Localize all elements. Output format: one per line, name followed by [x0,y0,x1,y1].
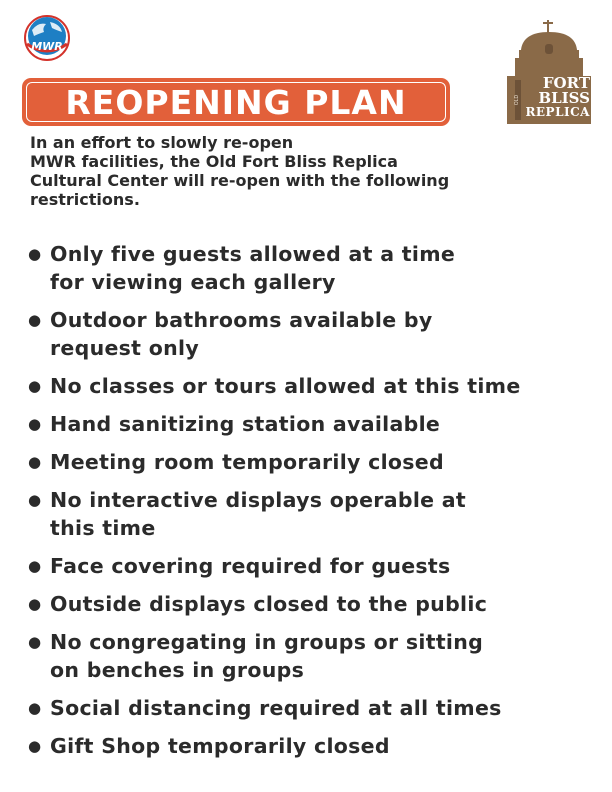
page-title: REOPENING PLAN [65,82,407,122]
list-item [26,372,586,400]
list-item [26,486,586,542]
bullet-icon: ● [28,557,42,575]
rule-line-1: Face covering required for guests [50,554,451,578]
bullet-icon: ● [28,737,42,755]
intro-paragraph [30,133,570,209]
rule-line-1: No interactive displays operable at [50,488,467,512]
fort-logo-text [510,76,590,118]
intro-line-2-rest: , the Old Fort Bliss Replica [158,152,398,171]
intro-line-3: Cultural Center will re-open with the following [30,171,450,190]
list-item [26,732,586,760]
list-item [26,240,586,296]
intro-highlight: MWR facilities [30,152,159,171]
rule-line-1: Only five guests allowed at a time [50,242,456,266]
bullet-icon: ● [28,699,42,717]
rule-line-1: No congregating in groups or sitting [50,630,484,654]
list-item [26,590,586,618]
rule-line-1: Gift Shop temporarily closed [50,734,390,758]
list-item [26,410,586,438]
list-item [26,694,586,722]
bullet-icon: ● [28,491,42,509]
rule-line-1: No classes or tours allowed at this time [50,374,521,398]
restrictions-list [26,240,586,770]
rule-line-2: request only [50,336,199,360]
fort-logo-vertical-text: OLD [514,94,520,106]
fort-logo-line1: FORT [542,74,590,92]
rule-line-2: for viewing each gallery [50,270,336,294]
bullet-icon: ● [28,415,42,433]
reopening-banner [22,78,450,126]
intro-line-1: In an effort to slowly re-open [30,133,294,152]
bullet-icon: ● [28,245,42,263]
rule-line-1: Meeting room temporarily closed [50,450,444,474]
list-item [26,306,586,362]
bullet-icon: ● [28,311,42,329]
intro-line-4: restrictions. [30,190,140,209]
mwr-logo-text: MWR [31,40,63,53]
list-item [26,552,586,580]
rule-line-2: on benches in groups [50,658,305,682]
bullet-icon: ● [28,595,42,613]
fort-logo-line2: BLISS [538,89,590,107]
bullet-icon: ● [28,633,42,651]
bullet-icon: ● [28,453,42,471]
rule-line-2: this time [50,516,156,540]
intro-line-2 [30,152,570,171]
rule-line-1: Outdoor bathrooms available by [50,308,433,332]
list-item [26,448,586,476]
list-item [26,628,586,684]
rule-line-1: Hand sanitizing station available [50,412,441,436]
fort-logo-line3: REPLICA [525,105,590,119]
rule-line-1: Social distancing required at all times [50,696,502,720]
mwr-logo-icon [22,14,72,62]
bullet-icon: ● [28,377,42,395]
rule-line-1: Outside displays closed to the public [50,592,488,616]
